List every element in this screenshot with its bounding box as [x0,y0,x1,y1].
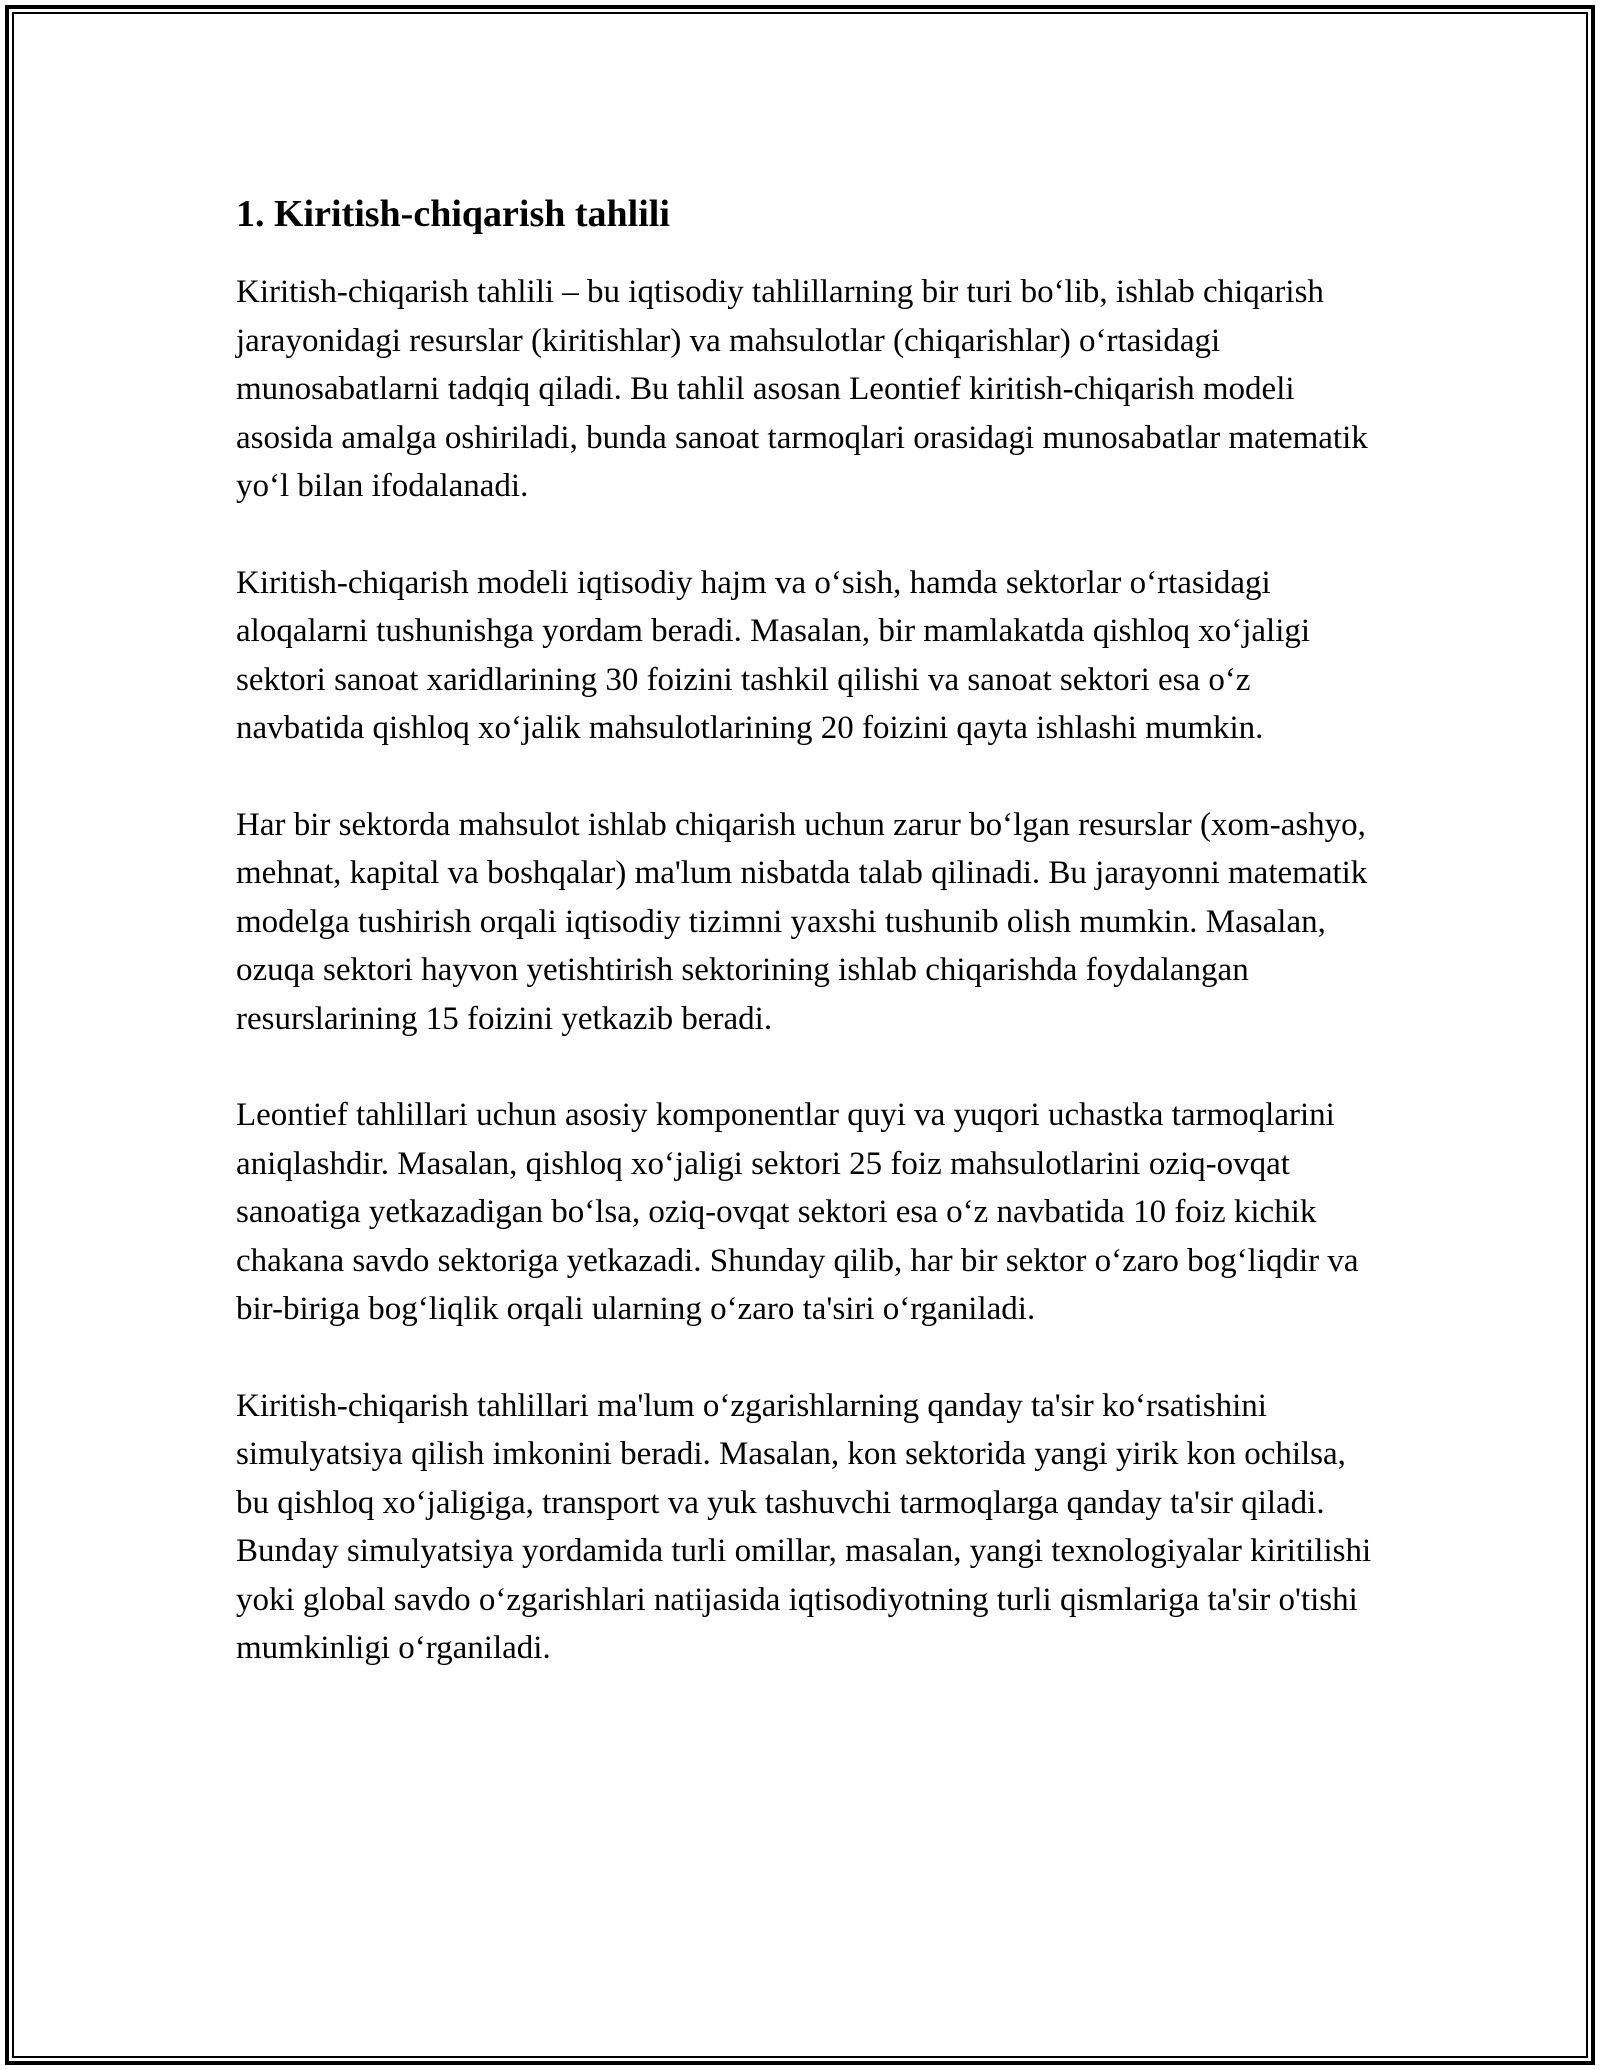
document-body [236,186,1376,1673]
section-heading: 1. Kiritish-chiqarish tahlili [236,193,670,235]
paragraph-5: Kiritish-chiqarish tahlillari ma'lum oʻzgarishlarning qanday ta'sir koʻrsatishini simulyatsiya qilish imkonini beradi. Masalan, kon sektorida yangi yirik kon ochilsa, bu qishloq xoʻjaligiga, transport va yuk tashuvchi tarmoqlarga qanday ta'sir qiladi. Bunday simulyatsiya yordamida turli omillar, masalan, yangi texnologiyalar kiritilishi yoki global savdo oʻzgarishlari natijasida iqtisodiyotning turli qismlariga ta'sir o'tishi mumkinligi oʻrganiladi. [236,1387,1372,1666]
paragraph-4: Leontief tahlillari uchun asosiy komponentlar quyi va yuqori uchastka tarmoqlarini aniqlashdir. Masalan, qishloq xoʻjaligi sektori 25 foiz mahsulotlarini oziq-ovqat sanoatiga yetkazadigan boʻlsa, oziq-ovqat sektori esa oʻz navbatida 10 foiz kichik chakana savdo sektoriga yetkazadi. Shunday qilib, har bir sektor oʻzaro bogʻliqdir va bir-biriga bogʻliqlik orqali ularning oʻzaro ta'siri oʻrganiladi. [236,1097,1359,1327]
paragraph-1: Kiritish-chiqarish tahlili – bu iqtisodiy tahlillarning bir turi boʻlib, ishlab chiqarish jarayonidagi resurslar (kiritishlar) va mahsulotlar (chiqarishlar) oʻrtasidagi munosabatlarni tadqiq qiladi. Bu tahlil asosan Leontief kiritish-chiqarish modeli asosida amalga oshiriladi, bunda sanoat tarmoqlari orasidagi munosabatlar matematik yoʻl bilan ifodalanadi. [236,274,1368,504]
paragraph-2: Kiritish-chiqarish modeli iqtisodiy hajm va oʻsish, hamda sektorlar oʻrtasidagi aloqalarni tushunishga yordam beradi. Masalan, bir mamlakatda qishloq xoʻjaligi sektori sanoat xaridlarining 30 foizini tashkil qilishi va sanoat sektori esa oʻz navbatida qishloq xoʻjalik mahsulotlarining 20 foizini qayta ishlashi mumkin. [236,564,1311,746]
paragraph-3: Har bir sektorda mahsulot ishlab chiqarish uchun zarur boʻlgan resurslar (xom-ashyo, mehnat, kapital va boshqalar) ma'lum nisbatda talab qilinadi. Bu jarayonni matematik modelga tushirish orqali iqtisodiy tizimni yaxshi tushunib olish mumkin. Masalan, ozuqa sektori hayvon yetishtirish sektorining ishlab chiqarishda foydalangan resurslarining 15 foizini yetkazib beradi. [236,806,1368,1037]
